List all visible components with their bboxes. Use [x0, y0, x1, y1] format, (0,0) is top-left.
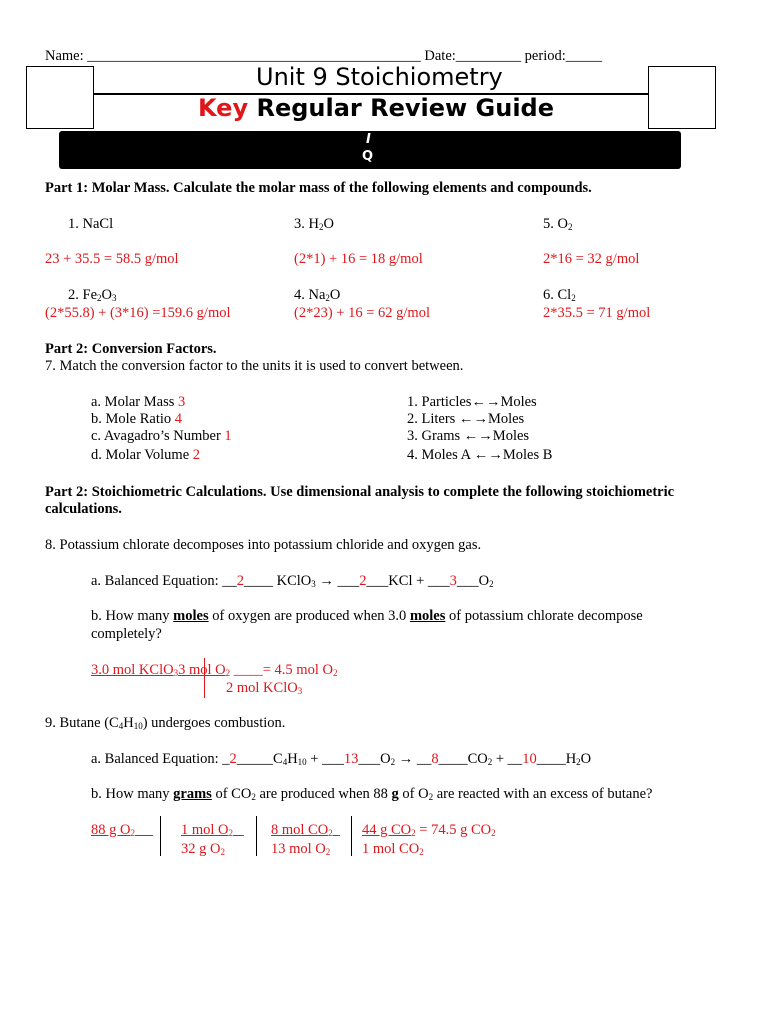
double-arrow-icon: ←→: [463, 428, 493, 444]
match-right-rest: Moles B: [502, 447, 553, 463]
q3-sub: 2: [318, 222, 324, 232]
q9a-text-2: + ___: [306, 751, 344, 767]
right-arrow-icon: → __: [395, 751, 432, 767]
q9a-sub-1: 4: [282, 757, 288, 767]
q1-answer: 23 + 35.5 = 58.5 g/mol: [45, 251, 179, 267]
q9b-col4-underline: [362, 822, 416, 838]
q8a-coef-1: 2: [236, 573, 245, 589]
q8b-den-text: 2 mol KClO: [226, 680, 298, 696]
key-label: Key: [198, 94, 249, 122]
q3-answer: (2*1) + 16 = 18 g/mol: [294, 251, 423, 267]
q8a-coef-2: 2: [359, 573, 367, 589]
q8b-text-mid: of oxygen are produced when 3.0: [208, 608, 410, 624]
q1-nacl: 1. NaCl: [68, 216, 114, 232]
q5-o2: [543, 216, 572, 233]
name-date-period-line: Name: ______________________________________________ Date:_________ period:_____: [45, 48, 602, 64]
q2-fe2o3: [68, 287, 116, 304]
match-left-answer: 2: [192, 447, 201, 463]
part2-stoich-heading-2: calculations.: [45, 501, 122, 517]
q9b-col4-num-sub: 2: [411, 828, 416, 838]
q9b-divider-3: [351, 816, 352, 856]
q9a-label: a. Balanced Equation: _: [91, 751, 230, 767]
q9b-col3-num-text: 8 mol CO: [271, 822, 329, 838]
match-right-3: [407, 428, 529, 445]
q9b-col2-num-text: 1 mol O: [181, 822, 229, 838]
q8b-text-post: of potassium chlorate decompose: [445, 608, 643, 624]
match-right-1: [407, 394, 537, 411]
q8b-moles-2: moles: [409, 608, 446, 624]
match-right-label: 3. Grams: [407, 428, 464, 444]
q8a-sub-3: 2: [489, 579, 494, 589]
right-arrow-icon: → ___: [315, 573, 360, 589]
q9b-result-sub: 2: [491, 828, 496, 838]
q8b-moles-1: moles: [173, 608, 209, 624]
q9b-col4-den-sub: 2: [419, 847, 424, 857]
q9-prompt: [45, 715, 285, 732]
q8b-num-text: 3.0 mol KClO: [91, 662, 174, 678]
q4-text: 4. Na: [294, 287, 326, 303]
q8b-num-sub: 3: [173, 668, 179, 678]
q9a-text-6: ____H: [536, 751, 577, 767]
q9a-coef-1: 2: [229, 751, 237, 767]
q9a-text-4: ____CO: [438, 751, 488, 767]
q2-answer: (2*55.8) + (3*16) =159.6 g/mol: [45, 305, 231, 321]
q8b-result-sub: 2: [332, 668, 338, 678]
match-right-label: 4. Moles A: [407, 447, 474, 463]
q8-prompt: 8. Potassium chlorate decomposes into potassium chloride and oxygen gas.: [45, 537, 482, 553]
q8b-num-1: [91, 662, 230, 678]
left-header-box: [26, 66, 94, 129]
q9b-col2-num-sub: 2: [228, 828, 234, 838]
q8b-text: b. How many: [91, 608, 174, 624]
q9b-col2-num: [181, 822, 244, 839]
q9-sub-1: 4: [118, 721, 124, 731]
q9a-text-5: + __: [492, 751, 523, 767]
q9a-coef-3: 8: [431, 751, 439, 767]
match-right-4: [407, 447, 552, 464]
match-left-b: [91, 411, 182, 428]
q2-sub1: 2: [97, 293, 102, 303]
q7-instruction: 7. Match the conversion factor to the units it is used to convert between.: [45, 358, 464, 374]
q9b-col3-den-sub: 2: [325, 847, 331, 857]
q9b-divider-1: [160, 816, 161, 856]
match-left-label: b. Mole Ratio: [91, 411, 172, 427]
banner-glyph-top: I: [366, 132, 371, 147]
q2-sub2: 3: [111, 293, 117, 303]
match-left-label: c. Avagadro’s Number: [91, 428, 221, 444]
q9b-sub-2: 2: [428, 792, 434, 802]
q9a-sub-6: 2: [576, 757, 581, 767]
q9b-col3-underline: [271, 822, 340, 838]
q5-sub: 2: [567, 222, 573, 232]
q9a-sub-3: 2: [390, 757, 396, 767]
q4-answer: (2*23) + 16 = 62 g/mol: [294, 305, 430, 321]
q9b-col1: [91, 822, 153, 839]
q9b-mid-1: of CO: [211, 786, 252, 802]
match-left-answer: 4: [174, 411, 183, 427]
match-right-rest: Moles: [487, 411, 525, 427]
q9b-col4-num-text: 44 g CO: [362, 822, 412, 838]
q9b-col4-den-text: 1 mol CO: [362, 841, 420, 857]
q9b-col3-num: [271, 822, 340, 839]
q8a-text-3: ___O: [456, 573, 490, 589]
double-arrow-icon: ←→: [458, 411, 488, 427]
q9a-equation: [91, 751, 591, 768]
q8b-question-1: [91, 608, 643, 625]
banner-glyph-bottom: Q: [362, 149, 374, 164]
title-line-2-text: Regular Review Guide: [256, 94, 555, 122]
match-left-d: [91, 447, 200, 464]
q9b-col4-num: [362, 822, 496, 839]
match-right-label: 1. Particles: [407, 394, 472, 410]
q4-sub: 2: [325, 293, 330, 303]
q4-post: O: [329, 287, 341, 303]
black-banner-bar: [59, 131, 681, 169]
double-arrow-icon: ←→: [471, 394, 501, 410]
q9b-col2-den-sub: 2: [220, 847, 225, 857]
match-right-rest: Moles: [500, 394, 537, 410]
match-right-label: 2. Liters: [407, 411, 459, 427]
q8a-equation: [91, 573, 494, 590]
q6-text: 6. Cl: [543, 287, 572, 303]
q3-text: 3. H: [294, 216, 319, 232]
q9b-text: b. How many: [91, 786, 174, 802]
q9b-divider-2: [256, 816, 257, 856]
q8b-den-sub: 3: [297, 686, 303, 696]
title-line-1: Unit 9 Stoichiometry: [256, 63, 503, 91]
q9b-result: = 74.5 g CO: [415, 822, 492, 838]
part1-heading: Part 1: Molar Mass. Calculate the molar mass of the following elements and compounds.: [45, 180, 592, 196]
q9b-mid-3: of O: [398, 786, 429, 802]
q9b-grams: grams: [173, 786, 212, 802]
q9b-col3-num-sub: 2: [328, 828, 333, 838]
q9b-col2-underline: [181, 822, 244, 838]
match-left-c: [91, 428, 232, 445]
q8b-numerator: [91, 662, 337, 679]
q8b-divider: [204, 658, 205, 698]
q9a-sub-4: 2: [487, 757, 493, 767]
q8b-num2-sub: 2: [225, 668, 231, 678]
right-header-box: [648, 66, 716, 129]
q2-mid: O: [101, 287, 112, 303]
part2-stoich-heading-1: Part 2: Stoichiometric Calculations. Use dimensional analysis to complete the following stoichiometric: [45, 484, 675, 500]
q9b-mid-2: are produced when 88: [255, 786, 392, 802]
match-left-label: d. Molar Volume: [91, 447, 190, 463]
q9b-col4-den: [362, 841, 424, 858]
q5-answer: 2*16 = 32 g/mol: [543, 251, 640, 267]
match-left-label: a. Molar Mass: [91, 394, 175, 410]
q9a-coef-2: 13: [343, 751, 359, 767]
q8a-coef-3: 3: [449, 573, 457, 589]
part2-conversion-heading: Part 2: Conversion Factors.: [45, 341, 217, 357]
q9b-col3-den: [271, 841, 330, 858]
q8b-result: ____= 4.5 mol O: [230, 662, 333, 678]
match-left-answer: 3: [178, 394, 186, 410]
q6-cl2: [543, 287, 576, 304]
match-left-answer: 1: [224, 428, 232, 444]
q9b-sub-1: 2: [251, 792, 256, 802]
q9a-text-3: ___O: [358, 751, 391, 767]
q8b-num2-text: 3 mol O: [178, 662, 226, 678]
q9-sub-2: 10: [133, 721, 143, 731]
q9b-col1-sub: 2: [130, 828, 135, 838]
q9b-col2-den: [181, 841, 225, 858]
q9-post: ) undergoes combustion.: [142, 715, 286, 731]
q4-na2o: [294, 287, 340, 304]
q9b-col3-den-text: 13 mol O: [271, 841, 326, 857]
match-right-2: [407, 411, 524, 428]
q9b-col2-den-text: 32 g O: [181, 841, 221, 857]
q5-text: 5. O: [543, 216, 568, 232]
q9a-text-1b: H: [287, 751, 298, 767]
q9-text: 9. Butane (C: [45, 715, 119, 731]
q6-answer: 2*35.5 = 71 g/mol: [543, 305, 651, 321]
q9a-text-1: _____C: [236, 751, 283, 767]
q9a-coef-4: 10: [522, 751, 537, 767]
q8b-question-2: completely?: [91, 626, 162, 642]
q8a-text-2: ___KCl + ___: [366, 573, 450, 589]
q9-mid: H: [123, 715, 134, 731]
q9b-col1-text: 88 g O: [91, 822, 131, 838]
q2-text: 2. Fe: [68, 287, 97, 303]
double-arrow-icon: ←→: [473, 447, 503, 463]
match-left-a: [91, 394, 185, 411]
q3-h2o: [294, 216, 334, 233]
q8a-sub-1: 3: [311, 579, 316, 589]
match-right-rest: Moles: [492, 428, 530, 444]
q8a-label: a. Balanced Equation: __: [91, 573, 237, 589]
q9a-sub-1b: 10: [297, 757, 307, 767]
title-line-2: [198, 94, 554, 122]
q6-sub: 2: [571, 293, 576, 303]
q9b-g: g: [391, 786, 399, 802]
q9b-post: are reacted with an excess of butane?: [433, 786, 653, 802]
q9b-question: [91, 786, 652, 803]
q8b-denominator: [226, 680, 302, 697]
q9a-text-7: O: [580, 751, 592, 767]
q3-text-post: O: [323, 216, 334, 232]
q9b-col1-num: [91, 822, 153, 838]
q8a-text-1: ____ KClO: [244, 573, 312, 589]
